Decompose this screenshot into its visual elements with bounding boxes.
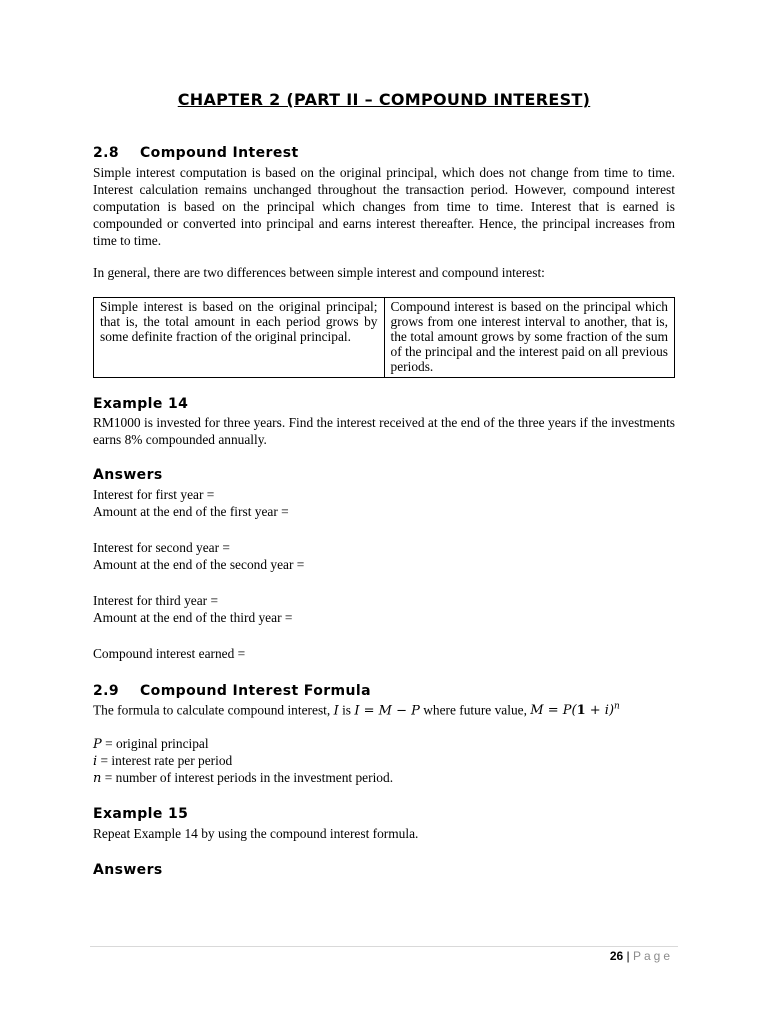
math-equation: I = M − P [354,703,420,719]
example-14-heading: Example 14 [93,396,189,412]
footer-separator: | [623,949,633,963]
answer-line: Amount at the end of the second year = [93,557,305,572]
section-title: Compound Interest Formula [140,683,371,699]
table-row [94,298,675,378]
definition-line: P = original principal [93,736,209,752]
intro-paragraph: Simple interest computation is based on the original principal, which does not change from time to time. Interest calculation remains unchanged throughout the transaction period. However, compound interest computation is based on the principal which changes from time to time. Interest that is earned is compounded or converted into principal and earns interest thereafter. Hence, the principal increases from time to time. [93,165,675,248]
footer-divider [90,946,678,947]
compound-interest-cell: Compound interest is based on the principal which grows from one interest interval to another, that is, the total amount grows by some fraction of the sum of the principal and the interest paid on all previous periods. [384,298,675,378]
math-symbol: I [333,703,339,719]
page-label: Page [632,949,673,963]
page-number: 26 [609,949,624,963]
section-number: 2.8 [93,145,120,161]
definition-line: i = interest rate per period [93,753,233,769]
section-2-8-heading [93,145,299,161]
formula-line: The formula to calculate compound interest, I is I = M − P where future value, $M = P(1 + i)^n$ [93,702,620,719]
answers-heading-2: Answers [93,862,163,878]
answer-line: Interest for first year = [93,487,215,502]
section-title: Compound Interest [140,145,299,161]
simple-interest-cell: Simple interest is based on the original principal; that is, the total amount in each period grows by some definite fraction of the original principal. [94,298,385,378]
page-footer [610,949,673,963]
section-2-9-heading [93,683,371,699]
definition-line: n = number of interest periods in the investment period. [93,770,394,786]
answer-line: Interest for second year = [93,540,230,555]
answer-line: Compound interest earned = [93,646,246,661]
answer-line: Amount at the end of the third year = [93,610,293,625]
comparison-table [93,297,675,378]
differences-intro: In general, there are two differences between simple interest and compound interest: [93,265,545,280]
future-value-formula: $M = P(1 + i)^n$ [530,702,620,719]
example-14-text: RM1000 is invested for three years. Find the interest received at the end of the three years if the investments earns 8% compounded annually. [93,415,675,447]
answer-line: Interest for third year = [93,593,219,608]
chapter-title: CHAPTER 2 (PART II – COMPOUND INTEREST) [177,90,591,109]
example-15-text: Repeat Example 14 by using the compound interest formula. [93,826,419,841]
example-15-heading: Example 15 [93,806,189,822]
answer-line: Amount at the end of the first year = [93,504,289,519]
answers-heading: Answers [93,467,163,483]
section-number: 2.9 [93,683,120,699]
